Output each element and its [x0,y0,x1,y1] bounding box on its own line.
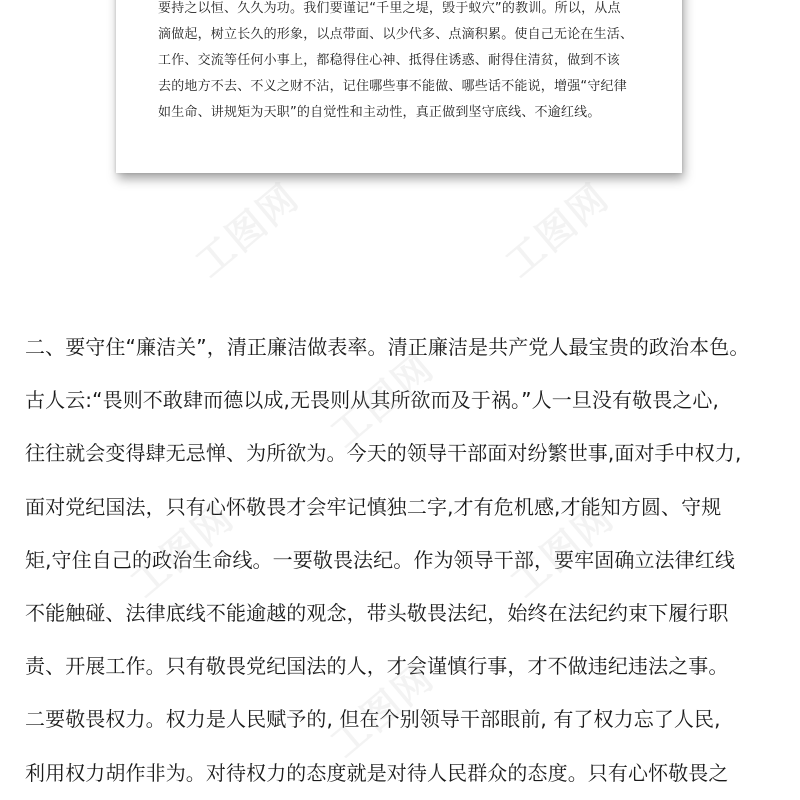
main-line: 面对党纪国法，只有心怀敬畏才会牢记慎独二字,才有危机感,才能知方圆、守规 [25,494,722,519]
watermark-text: 工图网 [497,174,618,286]
card-line: 要持之以恒、久久为功。我们要谨记“千里之堤，毁于蚁穴”的教训。所以，从点 [158,1,621,16]
main-paragraph [25,321,790,800]
watermark-text: 工图网 [122,494,243,606]
watermark-text: 工图网 [322,344,443,456]
main-line: 二、要守住“廉洁关”，清正廉洁做表率。清正廉洁是共产党人最宝贵的政治本色。 [25,335,750,359]
watermark-text: 工图网 [322,654,443,766]
main-line: 利用权力胡作非为。对待权力的态度就是对待人民群众的态度。只有心怀敬畏之 [25,760,729,785]
main-line: 古人云:“畏则不敢肆而德以成,无畏则从其所欲而及于祸。”人一旦没有敬畏之心, [25,388,719,413]
watermark-text: 工图网 [502,494,623,606]
card-line: 滴做起，树立长久的形象，以点带面、以少代多、点滴积累。使自己无论在生活、 [158,27,634,42]
main-line: 二要敬畏权力。权力是人民赋予的, 但在个别领导干部眼前, 有了权力忘了人民, [25,707,721,732]
watermark-text: 工图网 [187,174,308,286]
main-line: 矩,守住自己的政治生命线。一要敬畏法纪。作为领导干部，要牢固确立法律红线 [25,547,735,572]
document-card [116,0,682,173]
card-line: 如生命、讲规矩为天职”的自觉性和主动性，真正做到坚守底线、不逾红线。 [158,105,601,120]
card-line: 工作、交流等任何小事上，都稳得住心神、抵得住诱惑、耐得住清贫，做到不该 [158,53,621,68]
main-line: 往往就会变得肆无忌惮、为所欲为。今天的领导干部面对纷繁世事,面对手中权力, [25,441,742,466]
main-line: 不能触碰、法律底线不能逾越的观念，带头敬畏法纪，始终在法纪约束下履行职 [25,600,729,625]
main-line: 责、开展工作。只有敬畏党纪国法的人，才会谨慎行事，才不做违纪违法之事。 [25,654,729,679]
card-paragraph [158,1,658,126]
card-line: 去的地方不去、不义之财不沾，记住哪些事不能做、哪些话不能说，增强“守纪律 [158,79,627,94]
